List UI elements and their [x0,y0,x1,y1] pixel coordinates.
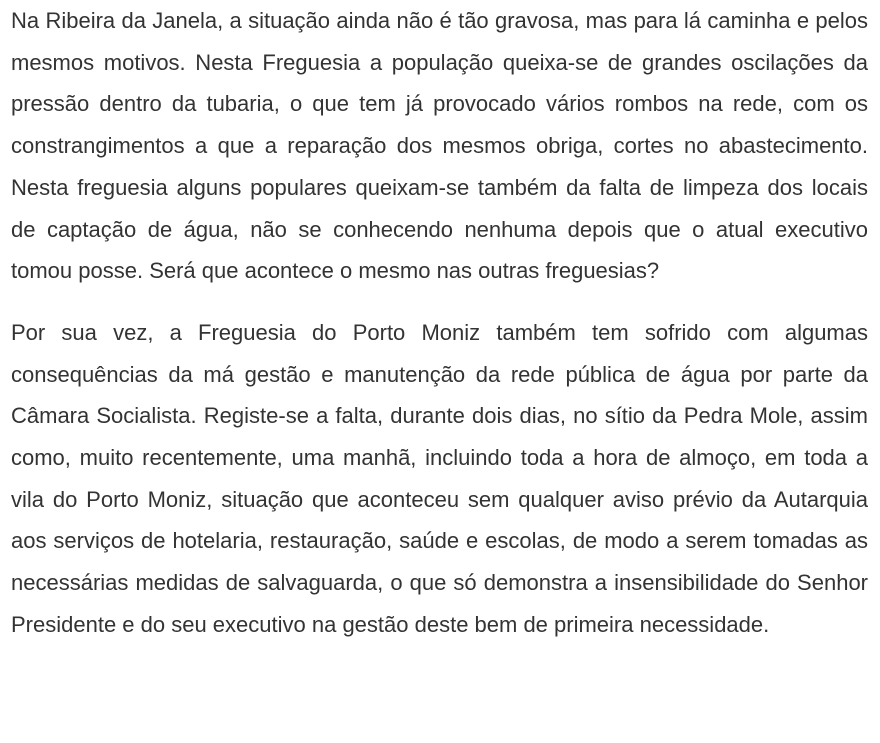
paragraph-ribeira-da-janela: Na Ribeira da Janela, a situação ainda não é tão gravosa, mas para lá caminha e pelos mesmos motivos. Nesta Freguesia a população queixa-se de grandes oscilações da pressão dentro da tubaria, o que tem já provocado vários rombos na rede, com os constrangimentos a que a reparação dos mesmos obriga, cortes no abastecimento. Nesta freguesia alguns populares queixam-se também da falta de limpeza dos locais de captação de água, não se conhecendo nenhuma depois que o atual executivo tomou posse. Será que acontece o mesmo nas outras freguesias? [11,8,868,284]
paragraph-porto-moniz: Por sua vez, a Freguesia do Porto Moniz também tem sofrido com algumas consequências da má gestão e manutenção da rede pública de água por parte da Câmara Socialista. Registe-se a falta, durante dois dias, no sítio da Pedra Mole, assim como, muito recentemente, uma manhã, incluindo toda a hora de almoço, em toda a vila do Porto Moniz, situação que aconteceu sem qualquer aviso prévio da Autarquia aos serviços de hotelaria, restauração, saúde e escolas, de modo a serem tomadas as necessárias medidas de salvaguarda, o que só demonstra a insensibilidade do Senhor Presidente e do seu executivo na gestão deste bem de primeira necessidade. [11,319,868,637]
